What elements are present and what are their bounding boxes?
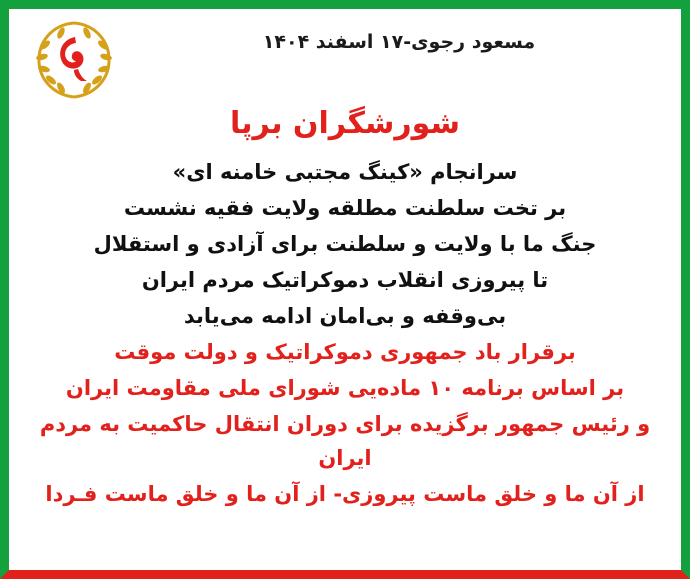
body-line: جنگ ما با ولایت و سلطنت برای آزادی و استقلال (93, 232, 597, 257)
body-line: بر اساس برنامه ۱۰ ماده‌یی شورای ملی مقاومت ایران (65, 376, 625, 401)
poster-header (9, 9, 681, 101)
body-line: از آن ما و خلق ماست پیروزی- از آن ما و خلق ماست فـردا (45, 482, 645, 507)
body-line: برقرار باد جمهوری دموکراتیک و دولت موقت (114, 340, 576, 365)
poster-inner (9, 9, 681, 570)
headline-text: شورشگران برپا (230, 106, 460, 141)
poster-body (9, 107, 681, 512)
border-rail-right (681, 9, 690, 570)
body-line: و رئیس جمهور برگزیده برای دوران انتقال حاکمیت به مردم ایران (39, 412, 651, 471)
body-line: سرانجام «کینگ مجتبی خامنه ای» (172, 160, 518, 184)
border-rail-left (0, 9, 9, 570)
dateline-text: مسعود رجوی-۱۷ اسفند ۱۴۰۴ (262, 31, 536, 53)
organization-emblem-icon (31, 17, 117, 103)
body-line: تا پیروزی انقلاب دموکراتیک مردم ایران (141, 268, 549, 293)
body-line: بر تخت سلطنت مطلقه ولایت فقیه نشست (123, 196, 567, 221)
body-line: بی‌وقفه و بی‌امان ادامه می‌یابد (183, 304, 507, 329)
